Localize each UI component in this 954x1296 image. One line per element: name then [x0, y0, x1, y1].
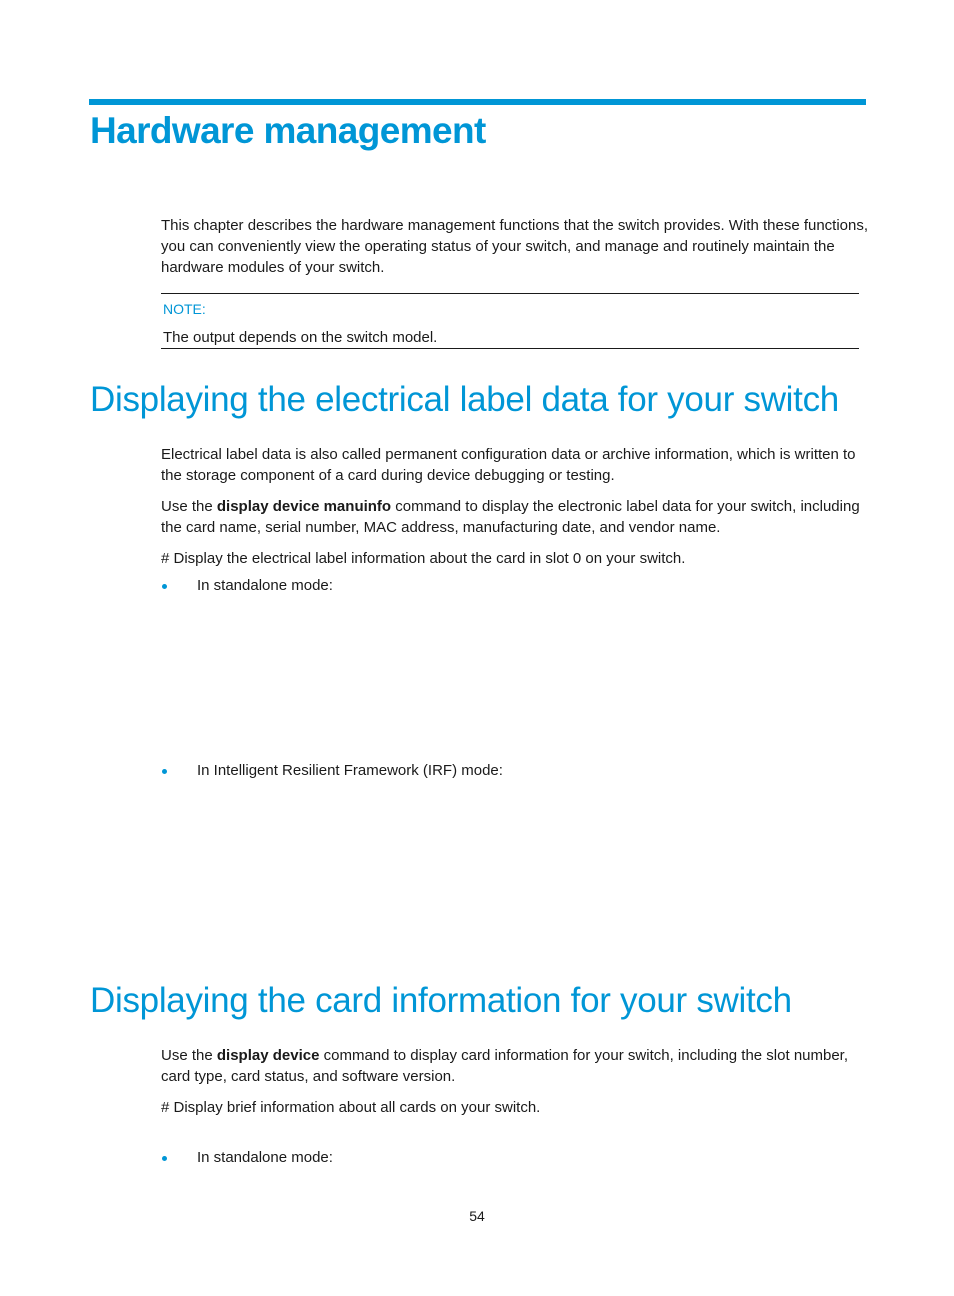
display-device-command-description [161, 1045, 869, 1087]
list-item-text: In Intelligent Resilient Framework (IRF) mode: [197, 762, 503, 779]
note-text: The output depends on the switch model. [163, 329, 438, 346]
list-item-text: In standalone mode: [197, 1149, 333, 1166]
electrical-label-example: # Display the electrical label information about the card in slot 0 on your switch. [161, 550, 686, 567]
display-device-prefix-text: Use the [161, 1047, 217, 1064]
page-number: 54 [469, 1208, 485, 1224]
electrical-label-description: Electrical label data is also called permanent configuration data or archive information, which is written to the storage component of a card during device debugging or testing. [161, 446, 856, 484]
bullet-icon [162, 584, 167, 589]
display-device-suffix-text: command to display card information for your switch, including the slot number, card type, card status, and software version. [161, 1047, 849, 1085]
bullet-icon [162, 769, 167, 774]
chapter-title: Hardware management [90, 110, 486, 151]
section-title-electrical-label: Displaying the electrical label data for your switch [90, 380, 839, 419]
chapter-intro: This chapter describes the hardware management functions that the switch provides. With these functions, you can conveniently view the operating status of your switch, and manage and routinely maintain the hardware modules of your switch. [161, 217, 869, 276]
manuinfo-command: display device manuinfo [216, 498, 392, 515]
display-device-command: display device [216, 1047, 320, 1064]
card-information-example: # Display brief information about all cards on your switch. [161, 1099, 541, 1116]
chapter-top-rule [89, 99, 866, 105]
section-title-card-information: Displaying the card information for your switch [90, 981, 792, 1020]
note-box [161, 293, 859, 349]
list-item-text: In standalone mode: [197, 577, 333, 594]
manuinfo-suffix-text: command to display the electronic label data for your switch, including the card name, serial number, MAC address, manufacturing date, and vendor name. [161, 498, 860, 536]
bullet-icon [162, 1156, 167, 1161]
note-label: NOTE: [163, 301, 206, 317]
manuinfo-command-description [161, 496, 869, 538]
manuinfo-prefix-text: Use the [161, 498, 217, 515]
